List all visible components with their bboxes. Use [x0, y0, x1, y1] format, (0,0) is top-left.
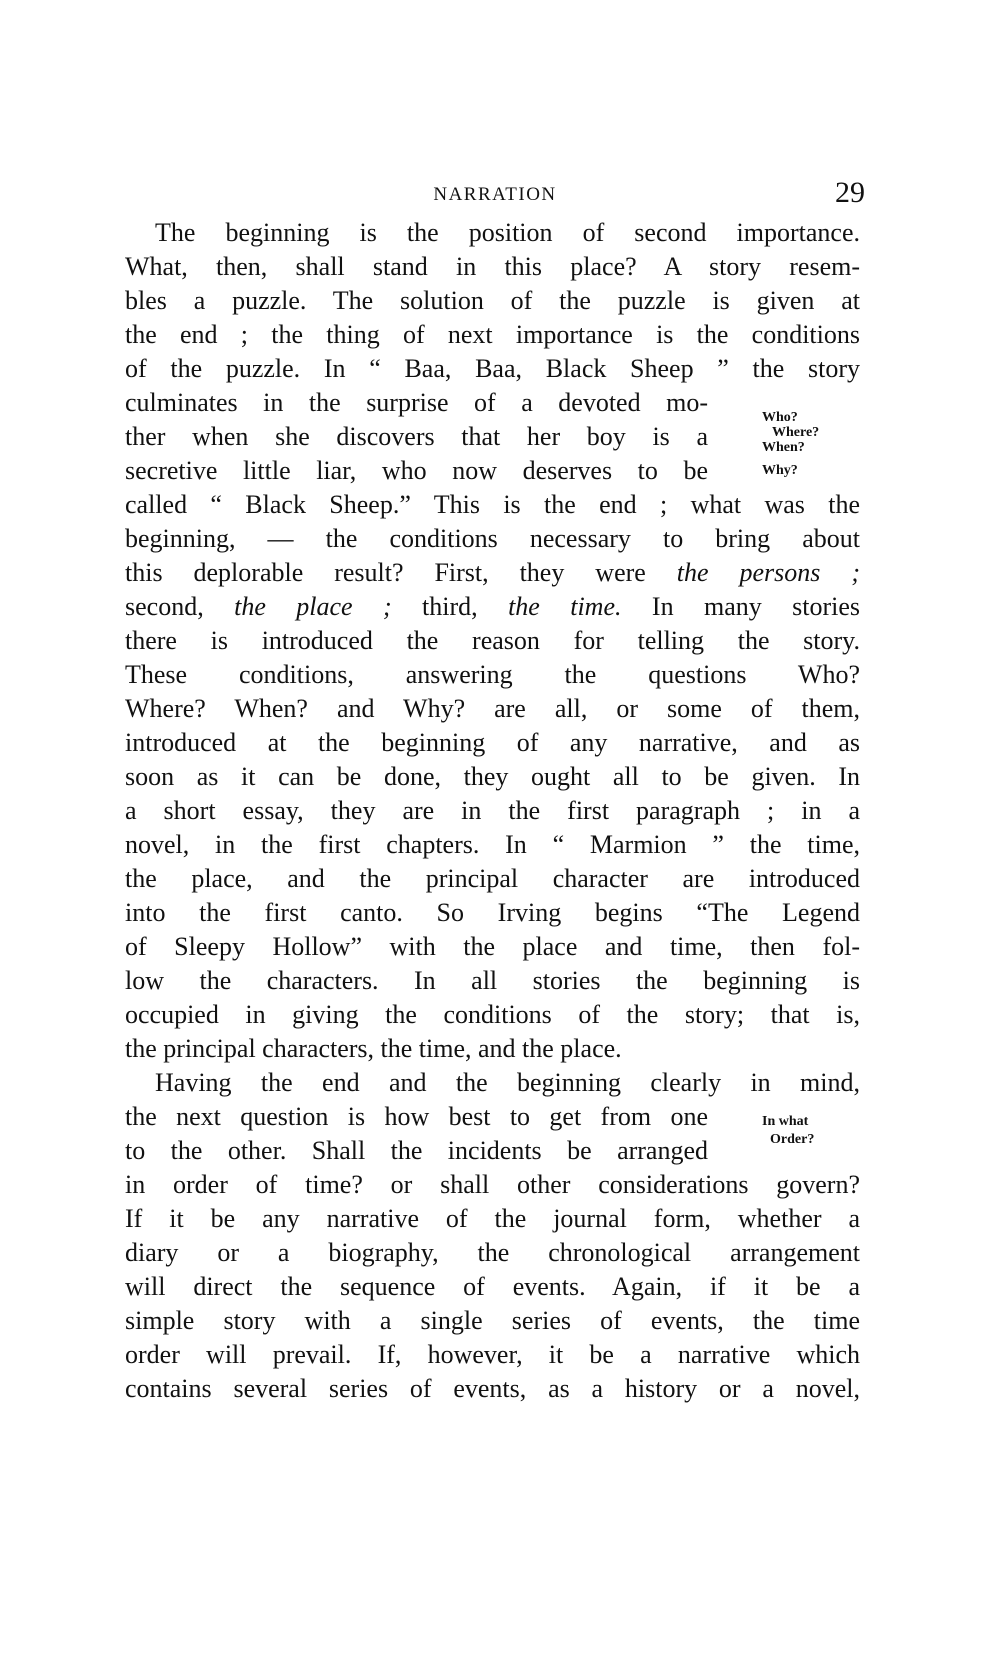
text-line: secretive little liar, who now deserves to be	[125, 456, 708, 485]
text-line: Where? When? and Why? are all, or some of them,	[125, 694, 860, 723]
text-segment: second,	[125, 592, 204, 621]
text-line: introduced at the beginning of any narrative, and as	[125, 728, 860, 757]
page-number: 29	[835, 176, 865, 209]
text-line: into the first canto. So Irving begins “The Legend	[125, 898, 860, 927]
text-line: The beginning is the position of second importance.	[155, 218, 860, 247]
text-line: low the characters. In all stories the beginning is	[125, 966, 860, 995]
text-line: in order of time? or shall other considerations govern?	[125, 1170, 860, 1199]
italic-phrase: the persons ;	[676, 558, 860, 587]
margin-note-where: Where?	[772, 425, 820, 440]
text-line: If it be any narrative of the journal form, whether a	[125, 1204, 860, 1233]
text-line: bles a puzzle. The solution of the puzzle is given at	[125, 286, 860, 315]
text-line: occupied in giving the conditions of the story; that is,	[125, 1000, 860, 1029]
text-line: simple story with a single series of events, the time	[125, 1306, 860, 1335]
text-line: a short essay, they are in the first paragraph ; in a	[125, 796, 860, 825]
running-head	[125, 176, 865, 209]
italic-phrase: the place ;	[234, 592, 392, 621]
text-line: These conditions, answering the questions Who?	[125, 660, 860, 689]
text-line: contains several series of events, as a history or a novel,	[125, 1374, 860, 1403]
margin-note-who: Who?	[762, 410, 798, 425]
text-line: novel, in the first chapters. In “ Marmion ” the time,	[125, 830, 860, 859]
text-line	[125, 590, 860, 624]
text-line: What, then, shall stand in this place? A story resem-	[125, 252, 860, 281]
running-title: NARRATION	[433, 184, 557, 205]
margin-note-why: Why?	[762, 463, 798, 478]
text-line	[125, 556, 860, 590]
margin-note-order: Order?	[770, 1132, 815, 1147]
text-line: Having the end and the beginning clearly in mind,	[155, 1068, 860, 1097]
text-line: the end ; the thing of next importance is the conditions	[125, 320, 860, 349]
text-segment: In many stories	[651, 592, 861, 621]
text-line: the next question is how best to get from one	[125, 1102, 708, 1131]
text-line: diary or a biography, the chronological arrangement	[125, 1238, 860, 1267]
text-line: the principal characters, the time, and the place.	[125, 1034, 622, 1063]
text-line: soon as it can be done, they ought all to be given. In	[125, 762, 860, 791]
text-segment: third,	[422, 592, 478, 621]
text-line: of Sleepy Hollow” with the place and time, then fol-	[125, 932, 860, 961]
text-segment: this deplorable result? First, they were	[125, 558, 646, 587]
text-line: order will prevail. If, however, it be a narrative which	[125, 1340, 860, 1369]
text-line: there is introduced the reason for telling the story.	[125, 626, 860, 655]
italic-phrase: the time.	[508, 592, 622, 621]
margin-note-in-what: In what	[762, 1114, 809, 1129]
margin-note-when: When?	[762, 440, 805, 455]
text-line: culminates in the surprise of a devoted mo-	[125, 388, 708, 417]
text-line: the place, and the principal character are introduced	[125, 864, 860, 893]
text-line: beginning, — the conditions necessary to bring about	[125, 524, 860, 553]
text-line: will direct the sequence of events. Again, if it be a	[125, 1272, 860, 1301]
text-line: to the other. Shall the incidents be arranged	[125, 1136, 708, 1165]
text-line: of the puzzle. In “ Baa, Baa, Black Sheep ” the story	[125, 354, 860, 383]
text-line: called “ Black Sheep.” This is the end ; what was the	[125, 490, 860, 519]
text-line: ther when she discovers that her boy is a	[125, 422, 708, 451]
